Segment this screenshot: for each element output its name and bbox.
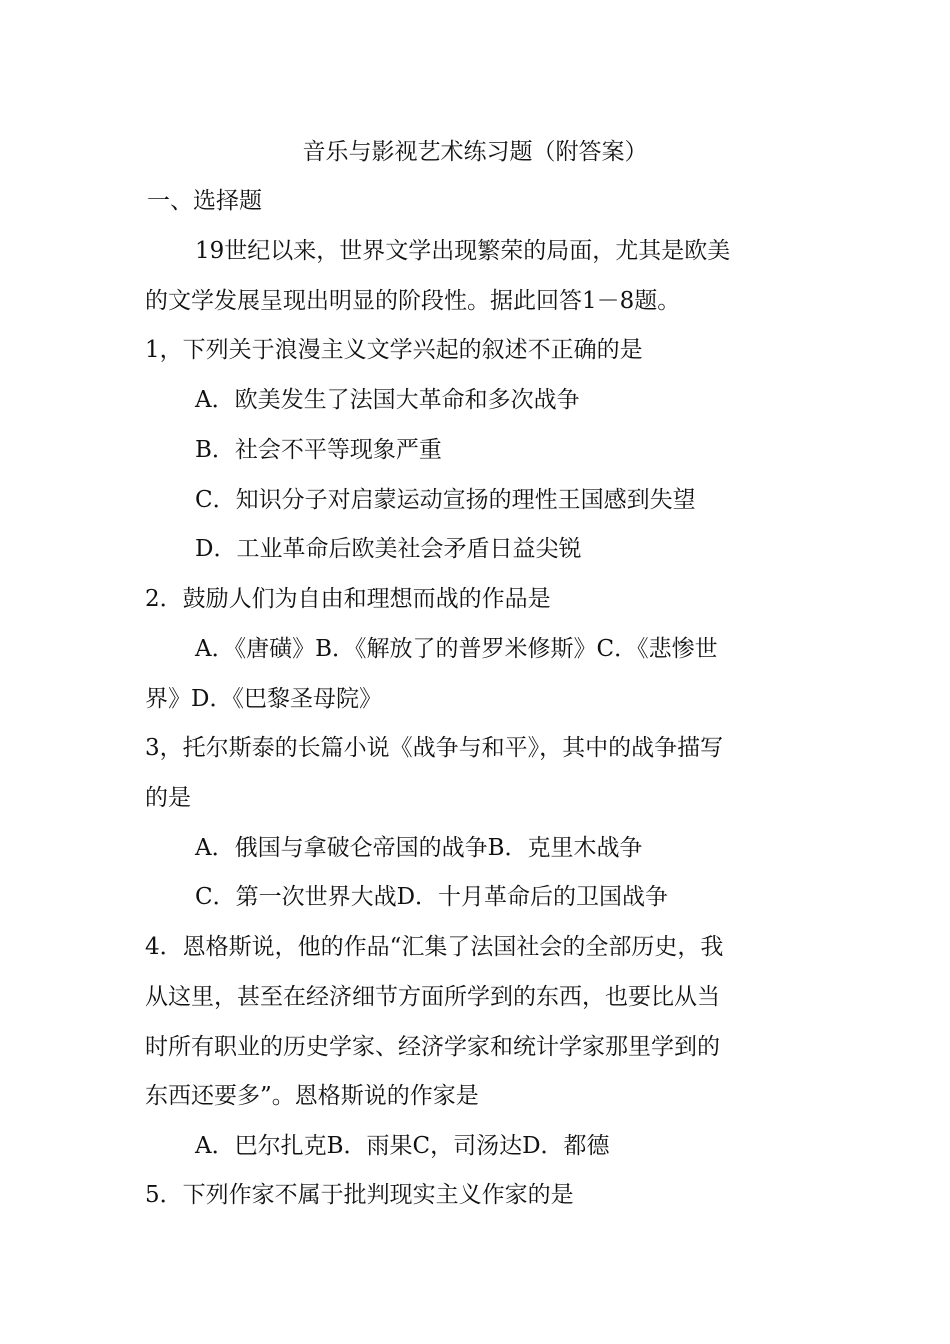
question-3-stem-line-1: 3，托尔斯泰的长篇小说《战争与和平》，其中的战争描写 [145,735,724,761]
question-4-stem-line-2: 从这里，甚至在经济细节方面所学到的东西，也要比从当 [145,984,720,1010]
question-2-options-line-2: 界》D．《巴黎圣母院》 [145,686,382,712]
question-1-option-d: D．工业革命后欧美社会矛盾日益尖锐 [195,536,582,562]
question-2-options-line-1: A．《唐磺》B．《解放了的普罗米修斯》C．《悲惨世 [195,636,718,662]
intro-line-1: 19世纪以来，世界文学出现繁荣的局面，尤其是欧美 [195,238,731,264]
question-4-options: A．巴尔扎克B．雨果C，司汤达D．都德 [195,1133,610,1159]
question-1-stem: 1，下列关于浪漫主义文学兴起的叙述不正确的是 [145,337,643,363]
question-1-option-a: A．欧美发生了法国大革命和多次战争 [195,387,580,413]
document-title: 音乐与影视艺术练习题（附答案） [302,139,648,165]
intro-line-2: 的文学发展呈现出明显的阶段性。据此回答1－8题。 [145,288,681,314]
question-3-stem-line-2: 的是 [145,785,191,811]
question-2-stem: 2．鼓励人们为自由和理想而战的作品是 [145,586,551,612]
question-5-stem: 5．下列作家不属于批判现实主义作家的是 [145,1182,574,1208]
question-3-options-line-1: A．俄国与拿破仑帝国的战争B．克里木战争 [195,835,643,861]
question-1-option-c: C．知识分子对启蒙运动宣扬的理性王国感到失望 [195,487,696,513]
question-4-stem-line-4: 东西还要多”。恩格斯说的作家是 [145,1083,479,1109]
question-4-stem-line-1: 4．恩格斯说，他的作品“汇集了法国社会的全部历史，我 [145,934,724,960]
question-4-stem-line-3: 时所有职业的历史学家、经济学家和统计学家那里学到的 [145,1034,720,1060]
section-heading: 一、选择题 [147,188,262,214]
question-1-option-b: B．社会不平等现象严重 [195,437,442,463]
question-3-options-line-2: C．第一次世界大战D．十月革命后的卫国战争 [195,884,669,910]
